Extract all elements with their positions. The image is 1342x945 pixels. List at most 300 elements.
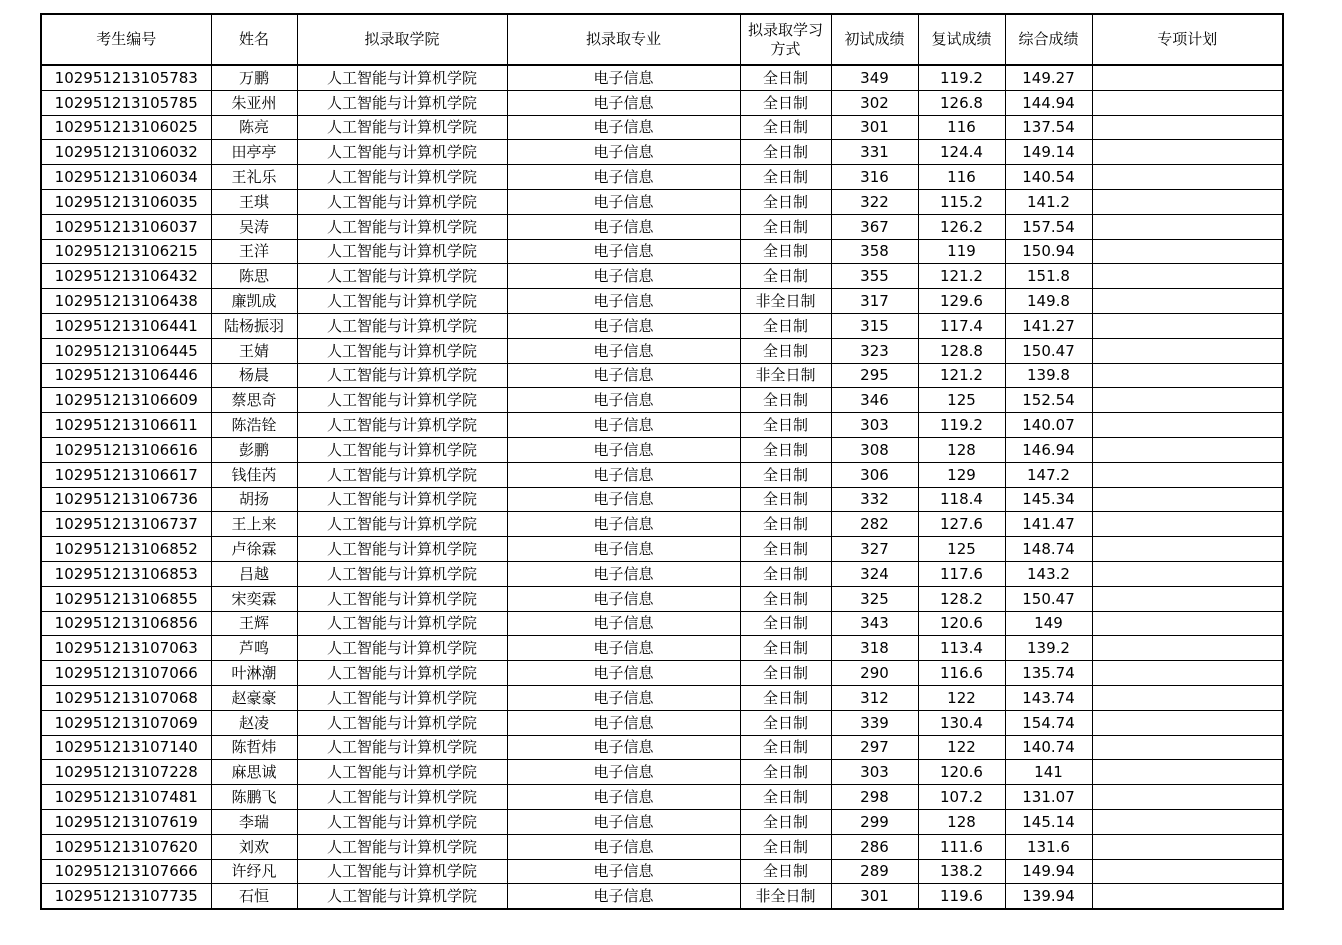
special-plan-cell xyxy=(1092,65,1283,90)
table-row xyxy=(41,760,1283,785)
table-row xyxy=(41,636,1283,661)
study-mode-cell: 全日制 xyxy=(740,487,831,512)
total-score-cell: 140.07 xyxy=(1005,413,1092,438)
name-cell: 田亭亭 xyxy=(211,140,297,165)
study-mode-cell: 非全日制 xyxy=(740,363,831,388)
major-cell: 电子信息 xyxy=(507,264,740,289)
special-plan-cell xyxy=(1092,512,1283,537)
initial-score-cell: 303 xyxy=(831,760,918,785)
name-cell: 蔡思奇 xyxy=(211,388,297,413)
total-score-cell: 139.94 xyxy=(1005,884,1092,909)
header-major: 拟录取专业 xyxy=(507,14,740,65)
name-cell: 朱亚州 xyxy=(211,90,297,115)
retest-score-cell: 119.6 xyxy=(918,884,1005,909)
study-mode-cell: 全日制 xyxy=(740,710,831,735)
candidate-id-cell: 102951213106037 xyxy=(41,214,211,239)
special-plan-cell xyxy=(1092,90,1283,115)
total-score-cell: 143.74 xyxy=(1005,685,1092,710)
initial-score-cell: 301 xyxy=(831,884,918,909)
initial-score-cell: 286 xyxy=(831,834,918,859)
total-score-cell: 147.2 xyxy=(1005,462,1092,487)
total-score-cell: 149.94 xyxy=(1005,859,1092,884)
total-score-cell: 139.2 xyxy=(1005,636,1092,661)
candidate-id-cell: 102951213106446 xyxy=(41,363,211,388)
table-row xyxy=(41,115,1283,140)
initial-score-cell: 327 xyxy=(831,537,918,562)
retest-score-cell: 128.2 xyxy=(918,586,1005,611)
special-plan-cell xyxy=(1092,884,1283,909)
total-score-cell: 152.54 xyxy=(1005,388,1092,413)
candidate-id-cell: 102951213106441 xyxy=(41,313,211,338)
table-row xyxy=(41,338,1283,363)
initial-score-cell: 303 xyxy=(831,413,918,438)
initial-score-cell: 290 xyxy=(831,661,918,686)
special-plan-cell xyxy=(1092,537,1283,562)
college-cell: 人工智能与计算机学院 xyxy=(297,90,507,115)
study-mode-cell: 非全日制 xyxy=(740,884,831,909)
college-cell: 人工智能与计算机学院 xyxy=(297,140,507,165)
header-college: 拟录取学院 xyxy=(297,14,507,65)
special-plan-cell xyxy=(1092,710,1283,735)
study-mode-cell: 全日制 xyxy=(740,809,831,834)
study-mode-cell: 全日制 xyxy=(740,462,831,487)
special-plan-cell xyxy=(1092,685,1283,710)
major-cell: 电子信息 xyxy=(507,710,740,735)
study-mode-cell: 全日制 xyxy=(740,214,831,239)
college-cell: 人工智能与计算机学院 xyxy=(297,189,507,214)
major-cell: 电子信息 xyxy=(507,338,740,363)
header-retest-score: 复试成绩 xyxy=(918,14,1005,65)
name-cell: 石恒 xyxy=(211,884,297,909)
major-cell: 电子信息 xyxy=(507,90,740,115)
name-cell: 彭鹏 xyxy=(211,437,297,462)
total-score-cell: 131.6 xyxy=(1005,834,1092,859)
major-cell: 电子信息 xyxy=(507,462,740,487)
study-mode-cell: 全日制 xyxy=(740,264,831,289)
major-cell: 电子信息 xyxy=(507,561,740,586)
college-cell: 人工智能与计算机学院 xyxy=(297,313,507,338)
study-mode-cell: 全日制 xyxy=(740,834,831,859)
major-cell: 电子信息 xyxy=(507,586,740,611)
total-score-cell: 150.47 xyxy=(1005,586,1092,611)
total-score-cell: 149 xyxy=(1005,611,1092,636)
name-cell: 陆杨振羽 xyxy=(211,313,297,338)
initial-score-cell: 358 xyxy=(831,239,918,264)
name-cell: 万鹏 xyxy=(211,65,297,90)
special-plan-cell xyxy=(1092,189,1283,214)
college-cell: 人工智能与计算机学院 xyxy=(297,785,507,810)
college-cell: 人工智能与计算机学院 xyxy=(297,537,507,562)
name-cell: 陈浩铨 xyxy=(211,413,297,438)
header-total-score: 综合成绩 xyxy=(1005,14,1092,65)
initial-score-cell: 298 xyxy=(831,785,918,810)
study-mode-cell: 全日制 xyxy=(740,140,831,165)
retest-score-cell: 107.2 xyxy=(918,785,1005,810)
initial-score-cell: 289 xyxy=(831,859,918,884)
college-cell: 人工智能与计算机学院 xyxy=(297,289,507,314)
candidate-id-cell: 102951213105783 xyxy=(41,65,211,90)
candidate-id-cell: 102951213107481 xyxy=(41,785,211,810)
table-row xyxy=(41,512,1283,537)
special-plan-cell xyxy=(1092,239,1283,264)
name-cell: 王礼乐 xyxy=(211,165,297,190)
initial-score-cell: 301 xyxy=(831,115,918,140)
initial-score-cell: 282 xyxy=(831,512,918,537)
total-score-cell: 131.07 xyxy=(1005,785,1092,810)
major-cell: 电子信息 xyxy=(507,760,740,785)
special-plan-cell xyxy=(1092,264,1283,289)
total-score-cell: 141.27 xyxy=(1005,313,1092,338)
table-header xyxy=(41,14,1283,65)
retest-score-cell: 115.2 xyxy=(918,189,1005,214)
table-row xyxy=(41,388,1283,413)
name-cell: 陈思 xyxy=(211,264,297,289)
retest-score-cell: 116 xyxy=(918,165,1005,190)
retest-score-cell: 121.2 xyxy=(918,363,1005,388)
table-row xyxy=(41,90,1283,115)
study-mode-cell: 全日制 xyxy=(740,735,831,760)
special-plan-cell xyxy=(1092,437,1283,462)
initial-score-cell: 323 xyxy=(831,338,918,363)
candidate-id-cell: 102951213107620 xyxy=(41,834,211,859)
major-cell: 电子信息 xyxy=(507,661,740,686)
college-cell: 人工智能与计算机学院 xyxy=(297,512,507,537)
candidate-id-cell: 102951213106617 xyxy=(41,462,211,487)
table-row xyxy=(41,785,1283,810)
college-cell: 人工智能与计算机学院 xyxy=(297,611,507,636)
table-row xyxy=(41,214,1283,239)
initial-score-cell: 324 xyxy=(831,561,918,586)
total-score-cell: 135.74 xyxy=(1005,661,1092,686)
initial-score-cell: 315 xyxy=(831,313,918,338)
college-cell: 人工智能与计算机学院 xyxy=(297,487,507,512)
candidate-id-cell: 102951213106035 xyxy=(41,189,211,214)
candidate-id-cell: 102951213105785 xyxy=(41,90,211,115)
name-cell: 刘欢 xyxy=(211,834,297,859)
retest-score-cell: 113.4 xyxy=(918,636,1005,661)
name-cell: 叶淋潮 xyxy=(211,661,297,686)
retest-score-cell: 117.6 xyxy=(918,561,1005,586)
candidate-id-cell: 102951213107140 xyxy=(41,735,211,760)
retest-score-cell: 126.8 xyxy=(918,90,1005,115)
college-cell: 人工智能与计算机学院 xyxy=(297,760,507,785)
study-mode-cell: 全日制 xyxy=(740,189,831,214)
table-row xyxy=(41,140,1283,165)
study-mode-cell: 全日制 xyxy=(740,760,831,785)
study-mode-cell: 全日制 xyxy=(740,561,831,586)
major-cell: 电子信息 xyxy=(507,437,740,462)
table-row xyxy=(41,537,1283,562)
major-cell: 电子信息 xyxy=(507,537,740,562)
special-plan-cell xyxy=(1092,388,1283,413)
initial-score-cell: 349 xyxy=(831,65,918,90)
table-row xyxy=(41,487,1283,512)
major-cell: 电子信息 xyxy=(507,834,740,859)
retest-score-cell: 128 xyxy=(918,437,1005,462)
initial-score-cell: 297 xyxy=(831,735,918,760)
candidate-id-cell: 102951213107066 xyxy=(41,661,211,686)
study-mode-cell: 全日制 xyxy=(740,859,831,884)
study-mode-cell: 全日制 xyxy=(740,437,831,462)
total-score-cell: 141.47 xyxy=(1005,512,1092,537)
total-score-cell: 145.14 xyxy=(1005,809,1092,834)
initial-score-cell: 295 xyxy=(831,363,918,388)
initial-score-cell: 322 xyxy=(831,189,918,214)
special-plan-cell xyxy=(1092,834,1283,859)
study-mode-cell: 全日制 xyxy=(740,537,831,562)
name-cell: 王琪 xyxy=(211,189,297,214)
major-cell: 电子信息 xyxy=(507,487,740,512)
special-plan-cell xyxy=(1092,611,1283,636)
initial-score-cell: 325 xyxy=(831,586,918,611)
study-mode-cell: 全日制 xyxy=(740,115,831,140)
initial-score-cell: 302 xyxy=(831,90,918,115)
total-score-cell: 150.47 xyxy=(1005,338,1092,363)
total-score-cell: 149.14 xyxy=(1005,140,1092,165)
table-row xyxy=(41,413,1283,438)
name-cell: 卢徐霖 xyxy=(211,537,297,562)
header-study-mode: 拟录取学习方式 xyxy=(740,14,831,65)
name-cell: 赵豪豪 xyxy=(211,685,297,710)
special-plan-cell xyxy=(1092,487,1283,512)
candidate-id-cell: 102951213106215 xyxy=(41,239,211,264)
study-mode-cell: 全日制 xyxy=(740,313,831,338)
study-mode-cell: 全日制 xyxy=(740,512,831,537)
table-row xyxy=(41,437,1283,462)
candidate-id-cell: 102951213106616 xyxy=(41,437,211,462)
retest-score-cell: 119.2 xyxy=(918,65,1005,90)
header-candidate-id: 考生编号 xyxy=(41,14,211,65)
study-mode-cell: 全日制 xyxy=(740,586,831,611)
candidate-id-cell: 102951213106438 xyxy=(41,289,211,314)
special-plan-cell xyxy=(1092,363,1283,388)
initial-score-cell: 318 xyxy=(831,636,918,661)
name-cell: 杨晨 xyxy=(211,363,297,388)
initial-score-cell: 299 xyxy=(831,809,918,834)
major-cell: 电子信息 xyxy=(507,859,740,884)
total-score-cell: 149.8 xyxy=(1005,289,1092,314)
name-cell: 胡扬 xyxy=(211,487,297,512)
candidate-id-cell: 102951213106611 xyxy=(41,413,211,438)
study-mode-cell: 全日制 xyxy=(740,338,831,363)
initial-score-cell: 355 xyxy=(831,264,918,289)
initial-score-cell: 339 xyxy=(831,710,918,735)
candidate-id-cell: 102951213106034 xyxy=(41,165,211,190)
total-score-cell: 149.27 xyxy=(1005,65,1092,90)
total-score-cell: 146.94 xyxy=(1005,437,1092,462)
name-cell: 吕越 xyxy=(211,561,297,586)
header-initial-score: 初试成绩 xyxy=(831,14,918,65)
college-cell: 人工智能与计算机学院 xyxy=(297,661,507,686)
retest-score-cell: 129 xyxy=(918,462,1005,487)
table-row xyxy=(41,239,1283,264)
retest-score-cell: 130.4 xyxy=(918,710,1005,735)
name-cell: 王婧 xyxy=(211,338,297,363)
candidate-id-cell: 102951213107619 xyxy=(41,809,211,834)
college-cell: 人工智能与计算机学院 xyxy=(297,859,507,884)
major-cell: 电子信息 xyxy=(507,140,740,165)
retest-score-cell: 122 xyxy=(918,735,1005,760)
retest-score-cell: 126.2 xyxy=(918,214,1005,239)
major-cell: 电子信息 xyxy=(507,735,740,760)
retest-score-cell: 111.6 xyxy=(918,834,1005,859)
name-cell: 陈鹏飞 xyxy=(211,785,297,810)
total-score-cell: 137.54 xyxy=(1005,115,1092,140)
college-cell: 人工智能与计算机学院 xyxy=(297,437,507,462)
table-row xyxy=(41,462,1283,487)
college-cell: 人工智能与计算机学院 xyxy=(297,165,507,190)
college-cell: 人工智能与计算机学院 xyxy=(297,809,507,834)
college-cell: 人工智能与计算机学院 xyxy=(297,413,507,438)
candidate-id-cell: 102951213107735 xyxy=(41,884,211,909)
retest-score-cell: 121.2 xyxy=(918,264,1005,289)
initial-score-cell: 316 xyxy=(831,165,918,190)
college-cell: 人工智能与计算机学院 xyxy=(297,561,507,586)
table-row xyxy=(41,884,1283,909)
college-cell: 人工智能与计算机学院 xyxy=(297,884,507,909)
college-cell: 人工智能与计算机学院 xyxy=(297,264,507,289)
candidate-id-cell: 102951213107063 xyxy=(41,636,211,661)
college-cell: 人工智能与计算机学院 xyxy=(297,115,507,140)
admission-table xyxy=(40,13,1284,910)
college-cell: 人工智能与计算机学院 xyxy=(297,685,507,710)
candidate-id-cell: 102951213106856 xyxy=(41,611,211,636)
major-cell: 电子信息 xyxy=(507,512,740,537)
table-row xyxy=(41,809,1283,834)
major-cell: 电子信息 xyxy=(507,413,740,438)
name-cell: 王上来 xyxy=(211,512,297,537)
candidate-id-cell: 102951213106025 xyxy=(41,115,211,140)
study-mode-cell: 全日制 xyxy=(740,165,831,190)
college-cell: 人工智能与计算机学院 xyxy=(297,636,507,661)
table-row xyxy=(41,313,1283,338)
special-plan-cell xyxy=(1092,115,1283,140)
initial-score-cell: 317 xyxy=(831,289,918,314)
college-cell: 人工智能与计算机学院 xyxy=(297,710,507,735)
candidate-id-cell: 102951213107069 xyxy=(41,710,211,735)
initial-score-cell: 308 xyxy=(831,437,918,462)
candidate-id-cell: 102951213106853 xyxy=(41,561,211,586)
candidate-id-cell: 102951213107068 xyxy=(41,685,211,710)
major-cell: 电子信息 xyxy=(507,388,740,413)
name-cell: 廉凯成 xyxy=(211,289,297,314)
special-plan-cell xyxy=(1092,140,1283,165)
total-score-cell: 151.8 xyxy=(1005,264,1092,289)
study-mode-cell: 全日制 xyxy=(740,90,831,115)
table-row xyxy=(41,363,1283,388)
table-row xyxy=(41,710,1283,735)
special-plan-cell xyxy=(1092,313,1283,338)
major-cell: 电子信息 xyxy=(507,289,740,314)
major-cell: 电子信息 xyxy=(507,363,740,388)
initial-score-cell: 367 xyxy=(831,214,918,239)
initial-score-cell: 312 xyxy=(831,685,918,710)
total-score-cell: 143.2 xyxy=(1005,561,1092,586)
retest-score-cell: 116.6 xyxy=(918,661,1005,686)
retest-score-cell: 120.6 xyxy=(918,611,1005,636)
retest-score-cell: 124.4 xyxy=(918,140,1005,165)
table-row xyxy=(41,611,1283,636)
retest-score-cell: 119 xyxy=(918,239,1005,264)
name-cell: 陈亮 xyxy=(211,115,297,140)
retest-score-cell: 125 xyxy=(918,388,1005,413)
special-plan-cell xyxy=(1092,413,1283,438)
study-mode-cell: 全日制 xyxy=(740,413,831,438)
major-cell: 电子信息 xyxy=(507,636,740,661)
college-cell: 人工智能与计算机学院 xyxy=(297,338,507,363)
candidate-id-cell: 102951213107666 xyxy=(41,859,211,884)
study-mode-cell: 全日制 xyxy=(740,611,831,636)
total-score-cell: 139.8 xyxy=(1005,363,1092,388)
table-row xyxy=(41,834,1283,859)
table-row xyxy=(41,859,1283,884)
college-cell: 人工智能与计算机学院 xyxy=(297,239,507,264)
retest-score-cell: 128 xyxy=(918,809,1005,834)
total-score-cell: 144.94 xyxy=(1005,90,1092,115)
name-cell: 陈哲炜 xyxy=(211,735,297,760)
name-cell: 钱佳芮 xyxy=(211,462,297,487)
major-cell: 电子信息 xyxy=(507,884,740,909)
college-cell: 人工智能与计算机学院 xyxy=(297,214,507,239)
candidate-id-cell: 102951213106852 xyxy=(41,537,211,562)
study-mode-cell: 全日制 xyxy=(740,661,831,686)
retest-score-cell: 116 xyxy=(918,115,1005,140)
special-plan-cell xyxy=(1092,859,1283,884)
college-cell: 人工智能与计算机学院 xyxy=(297,388,507,413)
table-row xyxy=(41,685,1283,710)
special-plan-cell xyxy=(1092,289,1283,314)
candidate-id-cell: 102951213106736 xyxy=(41,487,211,512)
major-cell: 电子信息 xyxy=(507,214,740,239)
candidate-id-cell: 102951213106855 xyxy=(41,586,211,611)
retest-score-cell: 120.6 xyxy=(918,760,1005,785)
initial-score-cell: 331 xyxy=(831,140,918,165)
table-row xyxy=(41,165,1283,190)
table-row xyxy=(41,586,1283,611)
total-score-cell: 157.54 xyxy=(1005,214,1092,239)
retest-score-cell: 118.4 xyxy=(918,487,1005,512)
college-cell: 人工智能与计算机学院 xyxy=(297,65,507,90)
total-score-cell: 140.74 xyxy=(1005,735,1092,760)
special-plan-cell xyxy=(1092,809,1283,834)
special-plan-cell xyxy=(1092,165,1283,190)
special-plan-cell xyxy=(1092,338,1283,363)
retest-score-cell: 122 xyxy=(918,685,1005,710)
study-mode-cell: 全日制 xyxy=(740,636,831,661)
college-cell: 人工智能与计算机学院 xyxy=(297,735,507,760)
special-plan-cell xyxy=(1092,636,1283,661)
study-mode-cell: 全日制 xyxy=(740,388,831,413)
initial-score-cell: 332 xyxy=(831,487,918,512)
name-cell: 芦鸣 xyxy=(211,636,297,661)
name-cell: 王辉 xyxy=(211,611,297,636)
study-mode-cell: 非全日制 xyxy=(740,289,831,314)
special-plan-cell xyxy=(1092,760,1283,785)
table-row xyxy=(41,735,1283,760)
special-plan-cell xyxy=(1092,785,1283,810)
special-plan-cell xyxy=(1092,661,1283,686)
header-name: 姓名 xyxy=(211,14,297,65)
header-special-plan: 专项计划 xyxy=(1092,14,1283,65)
study-mode-cell: 全日制 xyxy=(740,685,831,710)
total-score-cell: 141 xyxy=(1005,760,1092,785)
candidate-id-cell: 102951213106445 xyxy=(41,338,211,363)
major-cell: 电子信息 xyxy=(507,115,740,140)
name-cell: 宋奕霖 xyxy=(211,586,297,611)
total-score-cell: 140.54 xyxy=(1005,165,1092,190)
retest-score-cell: 117.4 xyxy=(918,313,1005,338)
special-plan-cell xyxy=(1092,214,1283,239)
